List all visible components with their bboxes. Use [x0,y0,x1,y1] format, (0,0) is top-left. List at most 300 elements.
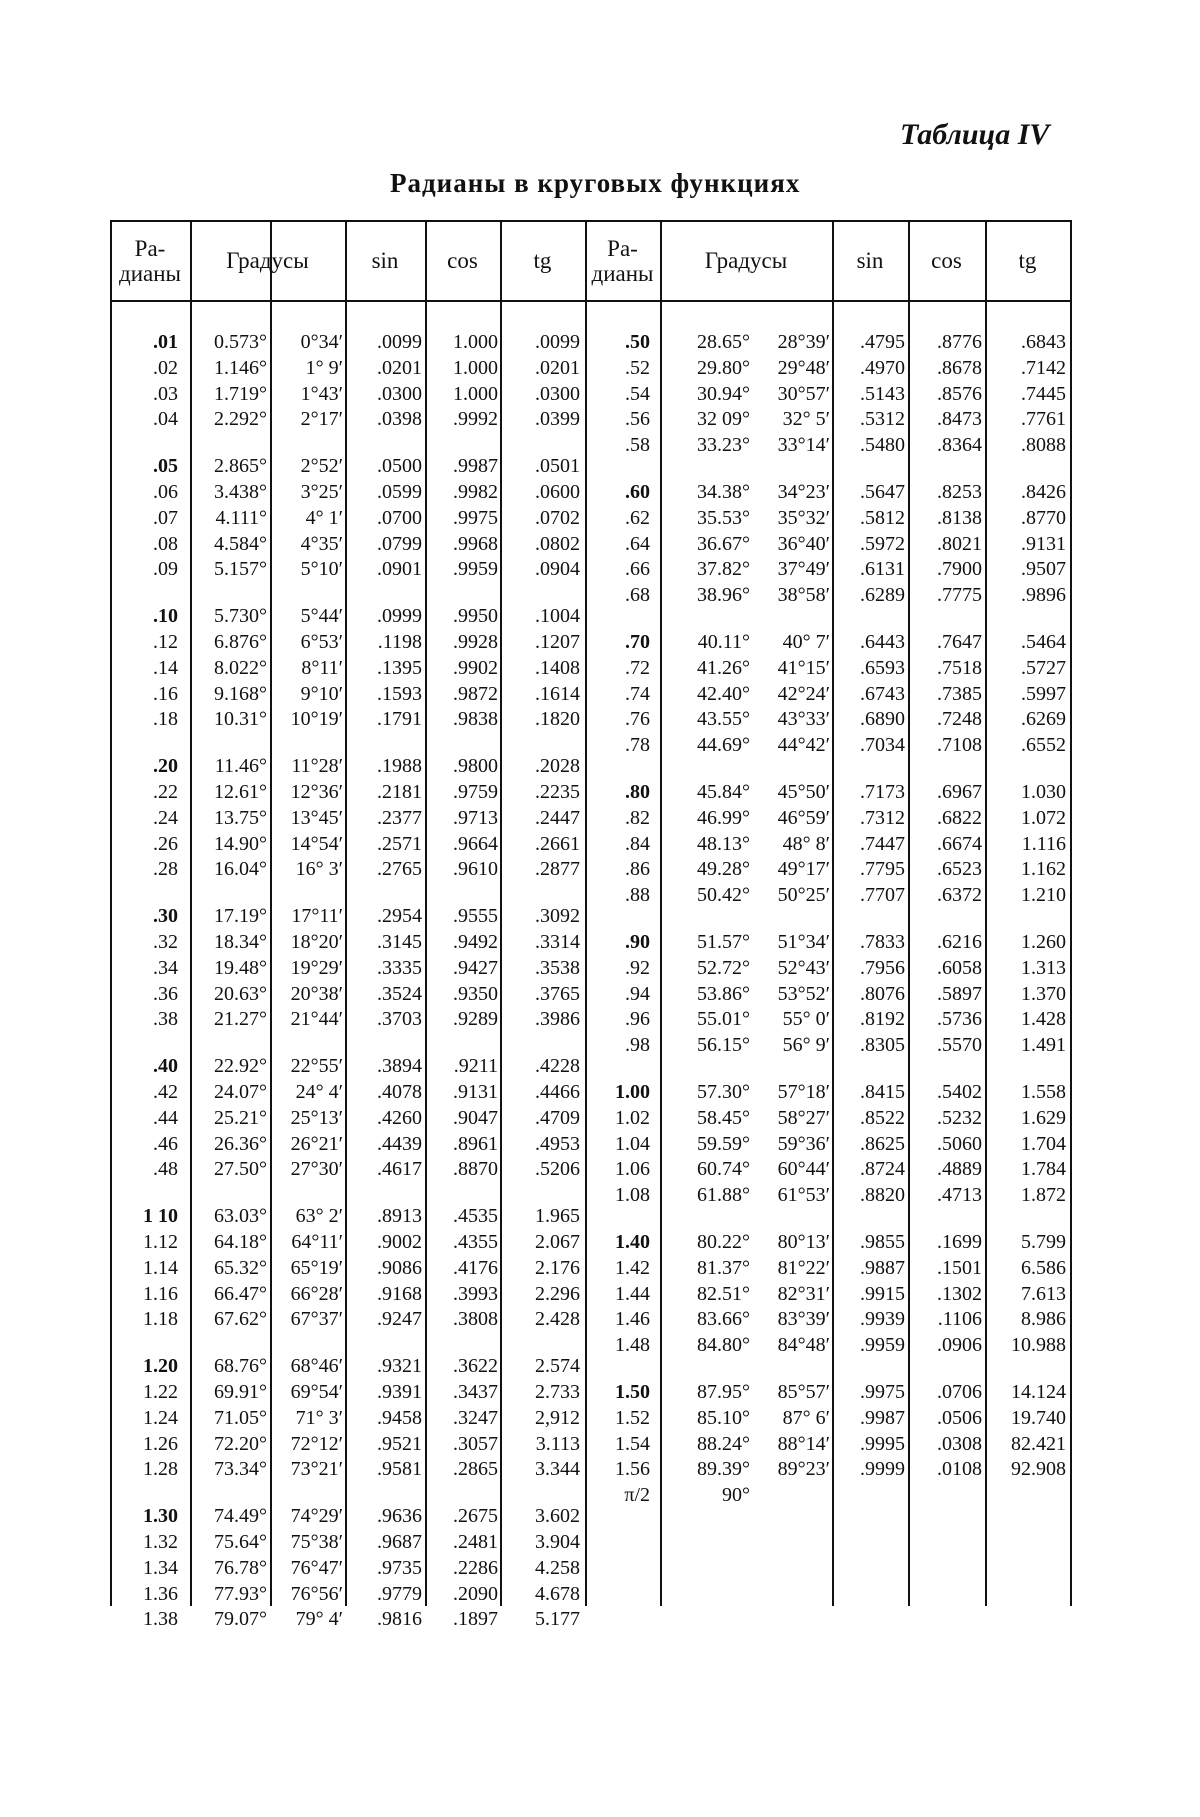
column-header: cos [931,248,962,273]
left-cell: 2.865° [214,455,267,478]
right-cell: .5997 [1021,682,1066,705]
right-cell: 38°58′ [777,584,830,607]
left-cell: 16° 3′ [295,858,343,881]
left-cell: 76°56′ [290,1582,343,1605]
right-cell: 45°50′ [777,781,830,803]
left-cell: .44 [153,1106,178,1129]
right-cell: .7312 [860,806,905,829]
right-cell: .6843 [1021,331,1066,353]
page-title: Радианы в круговых функциях [390,168,801,198]
left-cell: .0099 [377,331,422,353]
right-cell: 52.72° [697,956,750,979]
column-rule [425,220,427,1606]
column-header: Ра- дианы [591,236,654,286]
left-cell: .2675 [453,1505,498,1528]
left-cell: .9211 [453,1055,498,1078]
left-cell: 18°20′ [290,931,343,953]
left-cell: .26 [153,832,178,855]
right-cell: 19.740 [1011,1406,1066,1429]
left-cell: .4078 [377,1081,422,1103]
left-cell: 9.168° [214,682,267,705]
left-cell: .2877 [535,858,580,881]
left-cell: .9779 [377,1582,422,1605]
left-cell: .34 [153,956,178,979]
left-cell: .5206 [535,1158,580,1181]
left-cell: .0099 [535,331,580,353]
right-cell: 1.44 [615,1282,650,1305]
right-cell: 81°22′ [777,1256,830,1279]
left-cell: .9950 [453,605,498,628]
left-cell: 65°19′ [290,1256,343,1279]
left-cell: .9735 [377,1556,422,1579]
left-cell: .9047 [453,1106,498,1129]
left-cell: .2028 [535,755,580,778]
left-cell: 11°28′ [291,755,343,778]
left-cell: 1.26 [143,1432,178,1455]
left-cell: .1988 [377,755,422,778]
left-cell: .4709 [535,1106,580,1129]
left-cell: .4439 [377,1132,422,1155]
left-cell: .4535 [453,1205,498,1228]
right-cell: 1.08 [615,1184,650,1207]
column-header: sin [371,248,399,273]
right-cell: 36.67° [697,532,750,555]
left-cell: .0201 [535,356,580,379]
right-cell: 60°44′ [777,1158,830,1181]
left-cell: 1.24 [143,1406,178,1429]
left-cell: 1.16 [143,1282,178,1305]
left-cell: 24° 4′ [295,1081,343,1103]
right-cell: .9995 [860,1432,905,1455]
left-cell: 3.904 [535,1531,580,1553]
left-cell: .3894 [377,1055,422,1078]
right-cell: 82.51° [697,1282,750,1305]
left-cell: .0802 [535,532,580,555]
left-cell: .1408 [535,656,580,679]
left-cell: 64°11′ [291,1231,343,1253]
left-cell: .9800 [453,755,498,778]
right-cell: 1.06 [615,1158,650,1181]
left-cell: 1.000 [453,356,498,379]
right-cell: 50.42° [697,884,750,907]
left-cell: .2481 [453,1531,498,1553]
left-cell: 63.03° [214,1205,267,1228]
right-cell: .7775 [937,584,982,607]
right-cell: 43°33′ [777,708,830,731]
left-cell: 67.62° [214,1308,267,1331]
right-cell: .66 [625,558,650,581]
right-cell: .8076 [860,982,905,1005]
left-cell: 3.438° [214,481,267,503]
right-cell: .5402 [937,1081,982,1103]
left-cell: 26°21′ [290,1132,343,1155]
right-cell: 58.45° [697,1106,750,1129]
left-cell: .2571 [377,832,422,855]
right-cell: .0108 [937,1458,982,1481]
left-cell: 1.32 [143,1531,178,1553]
left-cell: .9458 [377,1406,422,1429]
right-cell: 1.428 [1021,1008,1066,1031]
right-cell: .0506 [937,1406,982,1429]
left-cell: 1.38 [143,1608,178,1631]
right-cell: .7518 [937,656,982,679]
right-cell: .7833 [860,931,905,953]
right-cell: .5647 [860,481,905,503]
right-cell: 34.38° [697,481,750,503]
left-cell: 0°34′ [300,331,343,353]
right-cell: 1.00 [615,1081,650,1103]
left-cell: 69°54′ [290,1381,343,1403]
left-cell: 8.022° [214,656,267,679]
left-cell: .3524 [377,982,422,1005]
right-cell: 1.40 [615,1231,650,1253]
left-cell: .0999 [377,605,422,628]
right-cell: 30.94° [697,382,750,405]
column-rule [270,220,272,1606]
right-cell: 33°14′ [777,434,830,457]
right-cell: 53.86° [697,982,750,1005]
left-cell: .1198 [377,631,422,653]
right-cell: 40.11° [697,631,750,653]
left-cell: 16.04° [214,858,267,881]
right-cell: .1302 [937,1282,982,1305]
left-cell: 19°29′ [290,956,343,979]
left-cell: .0398 [377,408,422,431]
left-cell: .3986 [535,1008,580,1031]
left-cell: .1004 [535,605,580,628]
right-cell: .72 [625,656,650,679]
right-cell: .6593 [860,656,905,679]
right-cell: .6058 [937,956,982,979]
left-cell: .1791 [377,708,422,731]
right-cell: 61.88° [697,1184,750,1207]
left-cell: 68.76° [214,1355,267,1378]
right-cell: 82°31′ [777,1282,830,1305]
left-cell: .14 [153,656,178,679]
right-cell: .7445 [1021,382,1066,405]
left-cell: .9959 [453,558,498,581]
right-cell: 80.22° [697,1231,750,1253]
right-cell: .78 [625,734,650,757]
right-cell: 7.613 [1021,1282,1066,1305]
right-cell: 49.28° [697,858,750,881]
left-cell: .07 [153,506,178,529]
right-cell: 59°36′ [777,1132,830,1155]
left-cell: 3.113 [535,1432,580,1455]
left-cell: .02 [153,356,178,379]
left-cell: .4466 [535,1081,580,1103]
right-cell: .8678 [937,356,982,379]
left-cell: 11.46° [214,755,267,778]
left-cell: 1.719° [214,382,267,405]
right-cell: 58°27′ [777,1106,830,1129]
left-cell: .4617 [377,1158,422,1181]
right-cell: 8.986 [1021,1308,1066,1331]
left-cell: .3057 [453,1432,498,1455]
right-cell: .9987 [860,1406,905,1429]
right-cell: .0706 [937,1381,982,1403]
left-cell: 1.20 [143,1355,178,1378]
right-cell: .76 [625,708,650,731]
left-cell: .9968 [453,532,498,555]
left-cell: 2.296 [535,1282,580,1305]
right-cell: 5.799 [1021,1231,1066,1253]
right-cell: .62 [625,506,650,529]
left-cell: 71° 3′ [295,1406,343,1429]
left-cell: 2.292° [214,408,267,431]
left-cell: .3335 [377,956,422,979]
left-cell: .2447 [535,806,580,829]
right-cell: 1.370 [1021,982,1066,1005]
right-cell: 38.96° [697,584,750,607]
right-cell: .7108 [937,734,982,757]
left-cell: .38 [153,1008,178,1031]
right-cell: .6443 [860,631,905,653]
right-cell: .74 [625,682,650,705]
right-cell: 92.908 [1011,1458,1066,1481]
right-cell: 48° 8′ [782,832,830,855]
right-cell: .5060 [937,1132,982,1155]
left-cell: 4.678 [535,1582,580,1605]
right-cell: 59.59° [697,1132,750,1155]
right-cell: 1.872 [1021,1184,1066,1207]
left-cell: .4953 [535,1132,580,1155]
left-cell: .9350 [453,982,498,1005]
left-cell: .8913 [377,1205,422,1228]
left-cell: .01 [153,331,178,353]
left-cell: 1.28 [143,1458,178,1481]
left-cell: .1395 [377,656,422,679]
right-cell: 1.162 [1021,858,1066,881]
left-cell: .9816 [377,1608,422,1631]
right-cell: .8776 [937,331,982,353]
right-cell: 45.84° [697,781,750,803]
left-cell: .9581 [377,1458,422,1481]
right-cell: 85.10° [697,1406,750,1429]
right-cell: 41.26° [697,656,750,679]
right-cell: .7900 [937,558,982,581]
right-cell: .5312 [860,408,905,431]
right-cell: 1.48 [615,1334,650,1357]
right-cell: .1106 [937,1308,982,1331]
left-cell: .09 [153,558,178,581]
right-cell: 1.04 [615,1132,650,1155]
left-cell: 18.34° [214,931,267,953]
left-cell: 10°19′ [290,708,343,731]
left-cell: 74°29′ [290,1505,343,1528]
left-cell: 5°44′ [300,605,343,628]
left-cell: 4.258 [535,1556,580,1579]
left-cell: .4228 [535,1055,580,1078]
left-cell: .9872 [453,682,498,705]
right-cell: 1.313 [1021,956,1066,979]
left-cell: .3314 [535,931,580,953]
left-cell: 1.30 [143,1505,178,1528]
right-cell: .6216 [937,931,982,953]
right-cell: .9915 [860,1282,905,1305]
left-cell: 27°30′ [290,1158,343,1181]
right-cell: .1501 [937,1256,982,1279]
right-cell: .50 [625,331,650,353]
right-cell: .8426 [1021,481,1066,503]
right-cell: .90 [625,931,650,953]
right-cell: .6890 [860,708,905,731]
left-cell: .2765 [377,858,422,881]
column-header: cos [447,248,478,273]
left-cell: .1897 [453,1608,498,1631]
column-header: Ра- дианы [119,236,181,286]
right-cell: 88°14′ [777,1432,830,1455]
left-cell: 73.34° [214,1458,267,1481]
header-rule [110,300,1070,302]
left-cell: .36 [153,982,178,1005]
right-cell: 1.784 [1021,1158,1066,1181]
left-cell: .1593 [377,682,422,705]
left-cell: .3145 [377,931,422,953]
right-cell: .96 [625,1008,650,1031]
right-cell: 1.116 [1021,832,1066,855]
right-cell: .5570 [937,1034,982,1057]
right-cell: .1699 [937,1231,982,1253]
left-cell: .40 [153,1055,178,1078]
right-cell: .88 [625,884,650,907]
right-cell: 44.69° [697,734,750,757]
left-cell: .2661 [535,832,580,855]
left-cell: 2.067 [535,1231,580,1253]
right-cell: .8576 [937,382,982,405]
left-cell: 67°37′ [290,1308,343,1331]
left-cell: .3622 [453,1355,498,1378]
left-cell: 2.733 [535,1381,580,1403]
right-cell: .8192 [860,1008,905,1031]
right-cell: 84.80° [697,1334,750,1357]
right-cell: 46°59′ [777,806,830,829]
right-cell: 29°48′ [777,356,830,379]
left-cell: 74.49° [214,1505,267,1528]
column-rule [190,220,192,1606]
left-cell: .3092 [535,905,580,928]
left-cell: 73°21′ [290,1458,343,1481]
right-cell: 49°17′ [777,858,830,881]
left-cell: 22°55′ [290,1055,343,1078]
left-cell: 68°46′ [290,1355,343,1378]
right-cell: .8253 [937,481,982,503]
left-cell: 1.965 [535,1205,580,1228]
left-cell: .0904 [535,558,580,581]
right-cell: .7034 [860,734,905,757]
right-cell: .60 [625,481,650,503]
right-cell: 1.56 [615,1458,650,1481]
right-cell: 52°43′ [777,956,830,979]
left-cell: 1.18 [143,1308,178,1331]
right-cell: 1.02 [615,1106,650,1129]
left-cell: 6°53′ [300,631,343,653]
left-cell: .9555 [453,905,498,928]
right-cell: .9507 [1021,558,1066,581]
column-rule [1070,220,1072,1606]
left-cell: 69.91° [214,1381,267,1403]
left-cell: .0799 [377,532,422,555]
right-cell: 83°39′ [777,1308,830,1331]
right-cell: .56 [625,408,650,431]
right-cell: 14.124 [1011,1381,1066,1403]
right-cell: 51°34′ [777,931,830,953]
left-cell: .1207 [535,631,580,653]
left-cell: .3765 [535,982,580,1005]
left-cell: 3.344 [535,1458,580,1481]
right-cell: .6523 [937,858,982,881]
right-cell: 6.586 [1021,1256,1066,1279]
left-cell: 5.157° [214,558,267,581]
column-rule [110,220,112,1606]
left-cell: .10 [153,605,178,628]
radians-table [110,220,1080,1636]
left-cell: .9610 [453,858,498,881]
right-cell: 35.53° [697,506,750,529]
left-cell: 1.000 [453,382,498,405]
left-cell: 21°44′ [290,1008,343,1031]
left-cell: .3437 [453,1381,498,1403]
right-cell: 36°40′ [777,532,830,555]
left-cell: .9002 [377,1231,422,1253]
right-cell: 35°32′ [777,506,830,529]
left-cell: 20.63° [214,982,267,1005]
right-cell: .7173 [860,781,905,803]
left-cell: 79.07° [214,1608,267,1631]
right-cell: .6822 [937,806,982,829]
right-cell: .8770 [1021,506,1066,529]
right-cell: 48.13° [697,832,750,855]
right-cell: .0308 [937,1432,982,1455]
right-cell: .9896 [1021,584,1066,607]
right-cell: 61°53′ [777,1184,830,1207]
right-cell: π/2 [624,1484,650,1507]
left-cell: .9636 [377,1505,422,1528]
right-cell: 55° 0′ [782,1008,830,1031]
left-cell: 71.05° [214,1406,267,1429]
right-cell: .5480 [860,434,905,457]
left-cell: .0399 [535,408,580,431]
right-cell: 1.210 [1021,884,1066,907]
left-cell: 20°38′ [290,982,343,1005]
right-cell: 32° 5′ [782,408,830,431]
right-cell: .82 [625,806,650,829]
right-cell: 84°48′ [777,1334,830,1357]
right-cell: .6131 [860,558,905,581]
left-cell: 72°12′ [290,1432,343,1455]
left-cell: 1 10 [143,1205,178,1228]
right-cell: .7707 [860,884,905,907]
right-cell: .7248 [937,708,982,731]
right-cell: 44°42′ [777,734,830,757]
left-cell: .9086 [377,1256,422,1279]
left-cell: 13.75° [214,806,267,829]
right-cell: .5972 [860,532,905,555]
right-cell: 60.74° [697,1158,750,1181]
left-cell: 9°10′ [300,682,343,705]
left-cell: .9928 [453,631,498,653]
right-cell: 29.80° [697,356,750,379]
left-cell: 25°13′ [290,1106,343,1129]
left-cell: 14°54′ [290,832,343,855]
left-cell: 3.602 [535,1505,580,1528]
right-cell: 1.52 [615,1406,650,1429]
right-cell: .8138 [937,506,982,529]
left-cell: 17°11′ [291,905,343,928]
left-cell: .05 [153,455,178,478]
right-cell: .6967 [937,781,982,803]
left-cell: 1° 9′ [305,356,343,379]
